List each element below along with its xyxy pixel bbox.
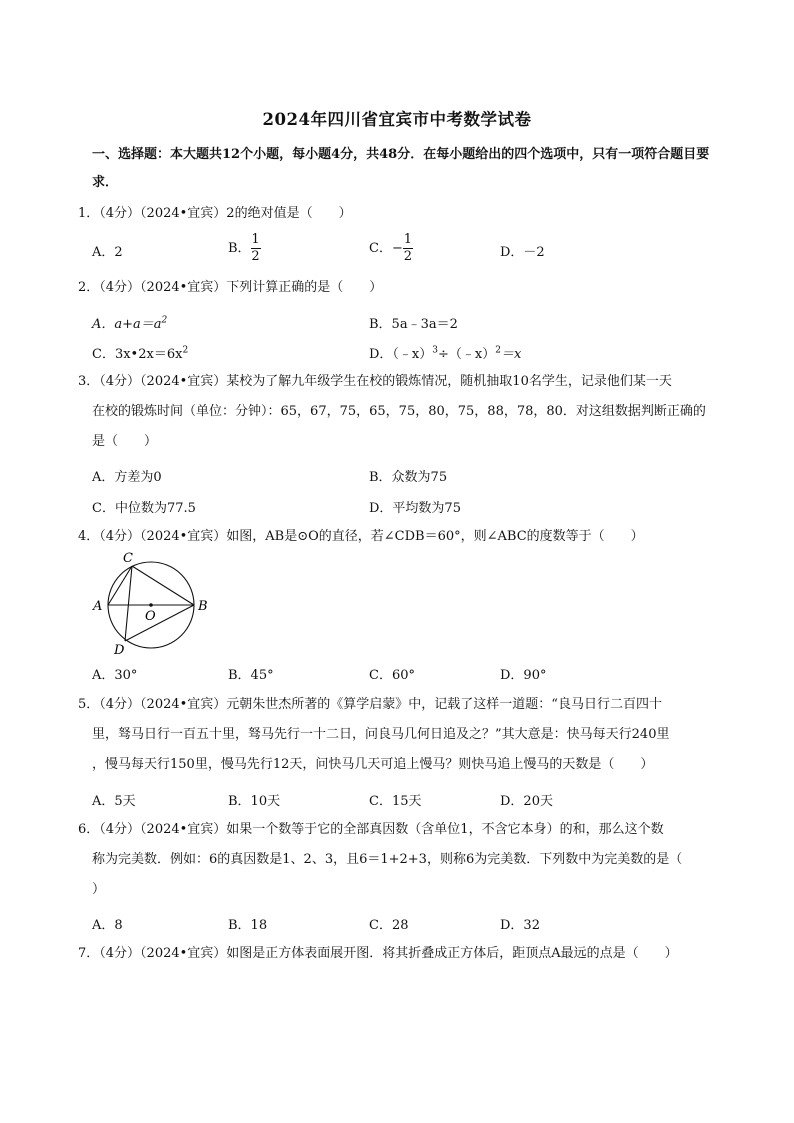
q6-option-c: C．28 (369, 918, 409, 933)
q2-a-sup: 2 (161, 315, 168, 326)
q5-option-c: C．15天 (369, 794, 422, 809)
q3-option-b: B．众数为75 (369, 470, 448, 485)
chord-cb (132, 566, 194, 605)
q3-option-c: C．中位数为77.5 (92, 501, 196, 516)
q4-option-d: D．90° (500, 668, 547, 683)
q1-option-b (228, 233, 261, 264)
q6-option-d: D．32 (500, 918, 540, 933)
q4-option-a: A．30° (92, 668, 138, 683)
question-7-stem: 7．（4分）（2024•宜宾）如图是正方体表面展开图．将其折叠成正方体后，距顶点A最远的点是（ ） (78, 946, 678, 961)
q2-d-sup1: 3 (432, 345, 438, 356)
q1-option-b-fraction (251, 233, 261, 264)
q2-option-a (92, 313, 167, 332)
question-5-line-3: ，慢马每天行150里，慢马先行12天，问快马几天可追上慢马？则快马追上慢马的天数是（ ） (92, 757, 654, 772)
chord-cd (125, 566, 132, 641)
q1-b-denominator: 2 (251, 249, 260, 264)
question-5-line-1: 5．（4分）（2024•宜宾）元朝朱世杰所著的《算学启蒙》中，记载了这样一道题：“良马日行二百四十 (78, 697, 662, 712)
q1-option-c-prefix: C．− (369, 241, 403, 256)
q2-d-part1: D．（﹣x） (369, 347, 433, 362)
question-5-line-2: 里，驽马日行一百五十里，驽马先行一十二日，问良马几何日追及之？”其大意是：快马每天行240里 (92, 727, 670, 742)
label-b: B (198, 599, 208, 614)
q3-option-d: D．平均数为75 (369, 501, 461, 516)
q2-a-text: A．a+a＝a (92, 317, 162, 332)
q2-d-part3: ＝x (500, 347, 522, 362)
question-6-line-3: ） (92, 882, 106, 897)
question-3-line-2: 在校的锻炼时间（单位：分钟）：65，67，75，65，75，80，75，88，78，80．对这组数据判断正确的 (92, 404, 706, 419)
question-3-line-1: 3．（4分）（2024•宜宾）某校为了解九年级学生在校的锻炼情况，随机抽取10名学生，记录他们某一天 (78, 374, 672, 389)
q4-option-b: B．45° (228, 668, 274, 683)
q5-option-a: A．5天 (92, 794, 136, 809)
q2-d-part2: ÷（﹣x） (438, 347, 496, 362)
q3-option-a: A．方差为0 (92, 470, 162, 485)
q6-option-b: B．18 (228, 918, 268, 933)
q2-option-d (369, 343, 521, 362)
question-6-line-1: 6．（4分）（2024•宜宾）如果一个数等于它的全部真因数（含单位1，不含它本身）的和，那么这个数 (78, 822, 664, 837)
q1-option-d: D．－2 (500, 245, 545, 260)
q2-d-sup2: 2 (495, 345, 501, 356)
chord-bd (125, 605, 194, 641)
q4-option-c: C．60° (369, 668, 415, 683)
q1-c-numerator: 1 (403, 232, 412, 247)
label-a: A (93, 599, 103, 614)
q5-option-d: D．20天 (500, 794, 553, 809)
question-3-line-3: 是（ ） (92, 434, 158, 449)
circle-diagram (86, 548, 216, 660)
center-dot (149, 603, 153, 607)
q5-option-b: B．10天 (228, 794, 281, 809)
q1-option-a: A．2 (92, 245, 123, 260)
q1-option-b-prefix: B． (228, 241, 251, 256)
q1-c-denominator: 2 (403, 249, 412, 264)
q1-option-c-fraction (403, 233, 413, 264)
question-6-line-2: 称为完美数．例如：6的真因数是1、2、3，且6＝1+2+3，则称6为完美数．下列数中为完美数的是（ (92, 852, 683, 867)
label-d: D (114, 643, 125, 658)
q2-option-c (92, 343, 188, 362)
label-o: O (145, 609, 156, 624)
q2-option-b: B．5a﹣3a＝2 (369, 317, 458, 332)
label-c: C (123, 551, 133, 566)
page-title: 2024年四川省宜宾市中考数学试卷 (262, 110, 532, 129)
question-2-stem: 2．（4分）（2024•宜宾）下列计算正确的是（ ） (78, 280, 383, 295)
section-heading: 一、选择题：本大题共12个小题，每小题4分，共48分．在每小题给出的四个选项中，只有一项符合题目要求． (92, 147, 710, 190)
question-1-stem: 1．（4分）（2024•宜宾）2的绝对值是（ ） (78, 206, 352, 221)
q6-option-a: A．8 (92, 918, 123, 933)
question-4-stem: 4．（4分）（2024•宜宾）如图，AB是⊙O的直径，若∠CDB＝60°，则∠ABC的度数等于（ ） (78, 529, 644, 544)
q1-option-c (369, 233, 413, 264)
q2-c-sup: 2 (182, 345, 189, 356)
q2-c-text: C．3x•2x＝6x (92, 347, 183, 362)
q1-b-numerator: 1 (251, 232, 260, 247)
